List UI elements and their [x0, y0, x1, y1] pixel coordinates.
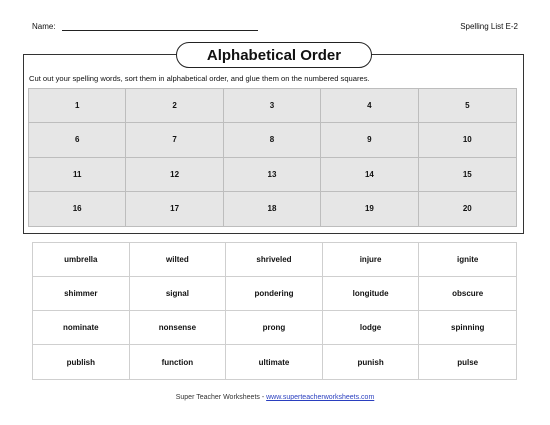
numbered-square: 15	[419, 158, 516, 192]
word-card: nominate	[33, 311, 130, 345]
numbered-square: 16	[29, 192, 126, 226]
word-card: nonsense	[130, 311, 227, 345]
word-card: obscure	[419, 277, 516, 311]
footer	[0, 394, 550, 401]
word-card: shimmer	[33, 277, 130, 311]
word-card: pulse	[457, 357, 479, 367]
word-cards-grid	[32, 242, 517, 380]
word-card: wilted	[130, 243, 227, 277]
numbered-square: 8	[224, 123, 321, 157]
word-card: umbrella	[33, 243, 130, 277]
word-card: punish	[323, 345, 420, 379]
word-card: injure	[323, 243, 420, 277]
word-card: pondering	[226, 277, 323, 311]
name-label: Name:	[32, 22, 56, 31]
numbered-square: 5	[419, 89, 516, 123]
name-blank-line	[62, 22, 258, 31]
numbered-square: 7	[126, 123, 223, 157]
numbered-square: 1	[29, 89, 126, 123]
word-card: shriveled	[226, 243, 323, 277]
numbered-square: 4	[321, 89, 418, 123]
word-card: longitude	[323, 277, 420, 311]
word-card: publish	[33, 345, 130, 379]
name-field	[32, 22, 258, 31]
page-title: Alphabetical Order	[176, 42, 372, 68]
word-card: ignite	[419, 243, 516, 277]
spelling-list-label: Spelling List E-2	[460, 22, 518, 31]
word-card: signal	[130, 277, 227, 311]
numbered-square: 19	[321, 192, 418, 226]
numbered-square: 3	[224, 89, 321, 123]
numbered-square: 6	[29, 123, 126, 157]
word-card: spinning	[419, 311, 516, 345]
footer-text: Super Teacher Worksheets -	[175, 394, 267, 401]
footer-link[interactable]: www.superteacherworksheets.com	[266, 394, 375, 401]
numbered-square: 12	[126, 158, 223, 192]
word-card: lodge	[323, 311, 420, 345]
numbered-square: 18	[224, 192, 321, 226]
word-card: prong	[226, 311, 323, 345]
numbered-squares-grid	[28, 88, 517, 227]
numbered-square: 10	[419, 123, 516, 157]
numbered-square: 13	[224, 158, 321, 192]
word-card: ultimate	[226, 345, 323, 379]
word-card: function	[130, 345, 227, 379]
numbered-square: 2	[126, 89, 223, 123]
numbered-square: 20	[462, 204, 472, 214]
numbered-square: 11	[29, 158, 126, 192]
numbered-square: 14	[321, 158, 418, 192]
instructions-text: Cut out your spelling words, sort them in alphabetical order, and glue them on the numbered squares.	[29, 74, 370, 83]
numbered-square: 17	[126, 192, 223, 226]
numbered-square: 9	[321, 123, 418, 157]
